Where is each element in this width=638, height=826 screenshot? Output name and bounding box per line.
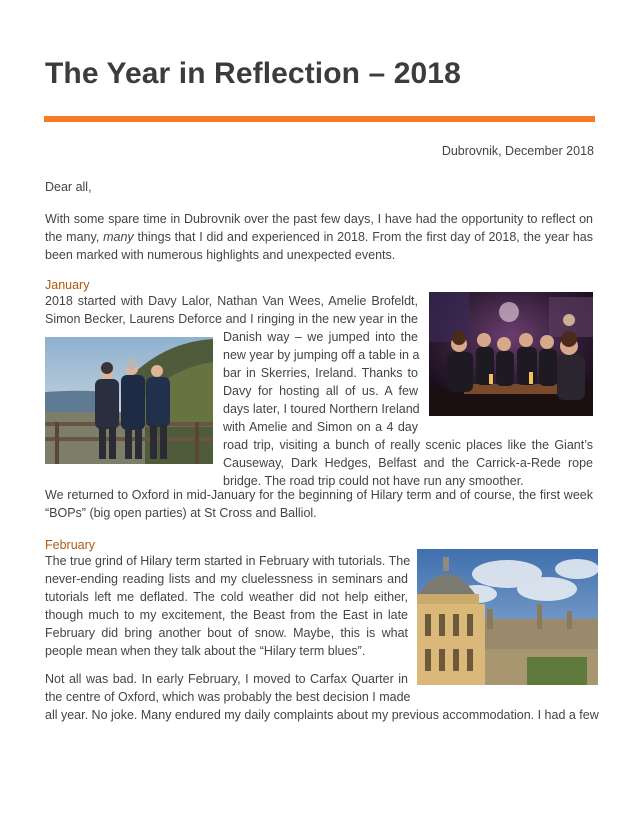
intro-text-start: With some spare time in Dubrovnik over the past few days, I have had the opportunity to reflect on the many, [45,212,593,244]
january-line: Simon Becker, Laurens Deforce and I ringing in the new year in the [45,312,418,326]
january-line: 2018 started with Davy Lalor, Nathan Van Wees, Amelie Brofeldt, [45,294,418,308]
january-line: bar in Skerries, Ireland. Thanks to [223,366,418,380]
february-line: Not all was bad. In early February, I moved to Carfax Quarter in [45,672,408,686]
bar-group-photo [429,292,593,416]
january-line: Causeway, Dark Hedges, Belfast and the Carrick-a-Rede rope [223,456,593,470]
january-line: road trip, visiting a bunch of really scenic places like the Giant’s [223,438,593,452]
greeting: Dear all, [45,180,92,194]
january-line: bridge. The road trip could not have run any smoother. [223,474,524,488]
february-line: February did bring another bout of snow. Maybe, this is what [45,626,408,640]
page-title: The Year in Reflection – 2018 [45,57,461,90]
title-divider [44,116,595,122]
intro-paragraph [45,210,593,264]
february-line: people mean when they talk about the “Hilary term blues”. [45,644,366,658]
oxford-skyline-photo [417,549,598,685]
february-line: all year. No joke. Many endured my daily complaints about my previous accommodation. I had a few [45,708,599,722]
february-line: never-ending reading lists and my cluelessness in seminars and [45,572,408,586]
january-line: Davy for hosting all of us. A few [223,384,418,398]
section-heading-january: January [45,278,90,292]
intro-text-end: things that I did and experienced in 2018. From the first day of 2018, the year has been marked with numerous highlights and unexpected events. [45,230,593,262]
february-line: though much to my excitement, the Beast from the East in late [45,608,408,622]
cliff-coast-photo [45,337,213,464]
january-line: new year by jumping off a table in a [223,348,420,362]
dateline: Dubrovnik, December 2018 [441,144,594,158]
february-line: tutorials left me deflated. The cold weather did not help either, [45,590,408,604]
intro-emphasis: many [103,230,134,244]
return-paragraph: We returned to Oxford in mid-January for the beginning of Hilary term and of course, the first week “BOPs” (big open parties) at St Cross and Balliol. [45,488,593,520]
january-line: Danish way – we jumped into the [223,330,418,344]
february-line: The true grind of Hilary term started in February with tutorials. The [45,554,411,568]
january-line: with Amelie and Simon on a 4 day [223,420,418,434]
section-heading-february: February [45,538,96,552]
january-line: days later, I toured Northern Ireland [223,402,420,416]
february-line: the centre of Oxford, which was probably the best decision I made [45,690,411,704]
